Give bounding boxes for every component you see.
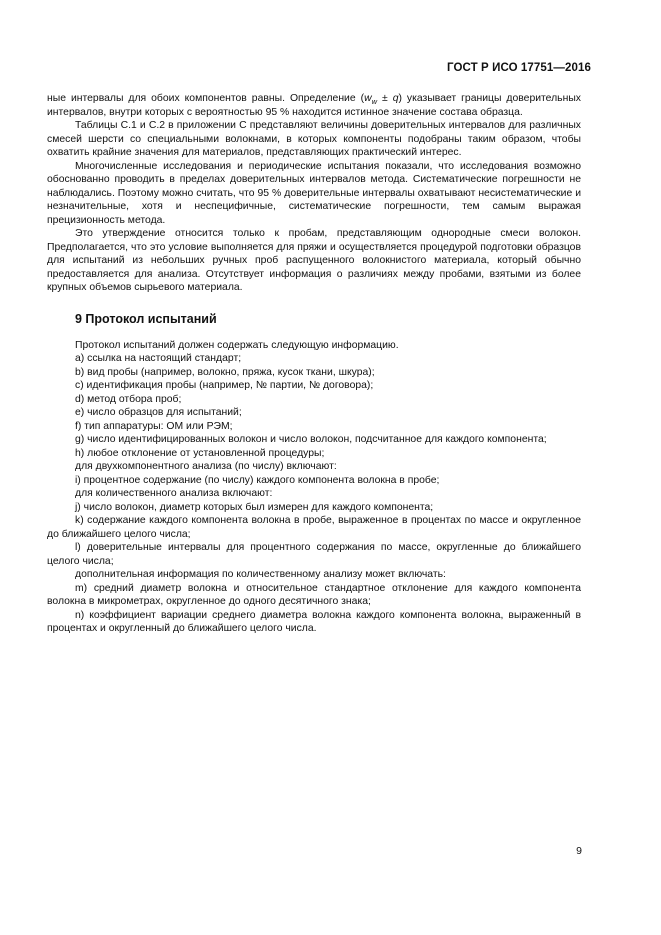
report-subheading-two-component: для двухкомпонентного анализа (по числу) включают:	[75, 461, 337, 472]
report-item-c: c) идентификация пробы (например, № партии, № договора);	[75, 380, 374, 391]
report-item-m: m) средний диаметр волокна и относительное стандартное отклонение для каждого компонента волокна в микрометрах, округленное до одного десятичного знака;	[47, 582, 581, 607]
formula-w-subscript: w	[371, 97, 378, 107]
report-item-n: n) коэффициент вариации среднего диаметра волокна каждого компонента волокна, выраженный в процентах и округленный до ближайшего целого числа.	[47, 609, 581, 634]
report-item-l: l) доверительные интервалы для процентного содержания по массе, округленные до ближайшего целого числа;	[47, 542, 581, 567]
intro-paragraph-4: Это утверждение относится только к пробам, представляющим однородные смеси волокон. Предполагается, что это условие выполняется для пряжи и осуществляется процедурой подготовки образцов для испытаний из небольших ручных проб распущенного волокнистого материала, который обычно предоставляется для анализа. Отсутствует информация о различиях между пробами, взятыми из более крупных объемов сырьевого материала.	[47, 228, 581, 293]
formula-plus-minus: ±	[377, 93, 393, 104]
intro-paragraph-3: Многочисленные исследования и периодические испытания показали, что исследования возможно обоснованно проводить в пределах доверительных интервалов метода. Систематические погрешности не наблюдались. Поэтому можно считать, что 95 % доверительные интервалы охватывают несистематические и незначительные, хотя и неспецифичные, систематические погрешности, тем самым выражая прецизионность метода.	[47, 160, 581, 226]
report-item-g: g) число идентифицированных волокон и число волокон, подсчитанное для каждого компонента;	[75, 434, 547, 445]
report-item-d: d) метод отбора проб;	[75, 393, 182, 405]
intro-paragraph-1	[47, 92, 581, 119]
section-9-title: 9 Протокол испытаний	[75, 311, 217, 326]
report-item-b: b) вид пробы (например, волокно, пряжа, кусок ткани, шкура);	[75, 366, 375, 378]
report-item-h: h) любое отклонение от установленной процедуры;	[75, 447, 325, 459]
intro-text-1a: ные интервалы для обоих компонентов равны. Определение (	[47, 93, 365, 104]
standard-header: ГОСТ Р ИСО 17751—2016	[446, 62, 591, 74]
report-item-e: e) число образцов для испытаний;	[75, 407, 242, 418]
page-number: 9	[576, 845, 582, 857]
report-item-j: j) число волокон, диаметр которых был измерен для каждого компонента;	[75, 501, 434, 513]
report-subheading-additional: дополнительная информация по количественному анализу может включать:	[75, 569, 446, 580]
document-body	[47, 92, 581, 636]
intro-paragraph-2: Таблицы C.1 и C.2 в приложении C представляют величины доверительных интервалов для различных смесей шерсти со специальными волокнами, в которых компоненты подобраны таким образом, чтобы охватить крайние значения для материалов, представляющих практический интерес.	[47, 120, 581, 158]
report-item-a: a) ссылка на настоящий стандарт;	[75, 353, 242, 364]
formula-q: q	[392, 93, 399, 104]
report-item-k: k) содержание каждого компонента волокна в пробе, выраженное в процентах по массе и округленное до ближайшего целого числа;	[47, 515, 581, 540]
intro-text-1b: ) указывает границы доверительных интервалов, внутри которых с вероятностью 95 % находится истинное значение состава образца.	[47, 93, 581, 118]
report-item-f: f) тип аппаратуры: ОМ или РЭМ;	[75, 420, 233, 432]
section-9-lead: Протокол испытаний должен содержать следующую информацию.	[75, 339, 399, 351]
report-item-i: i) процентное содержание (по числу) каждого компонента волокна в пробе;	[75, 474, 440, 486]
formula-w: w	[364, 93, 372, 104]
report-subheading-quantitative: для количественного анализа включают:	[75, 488, 273, 499]
